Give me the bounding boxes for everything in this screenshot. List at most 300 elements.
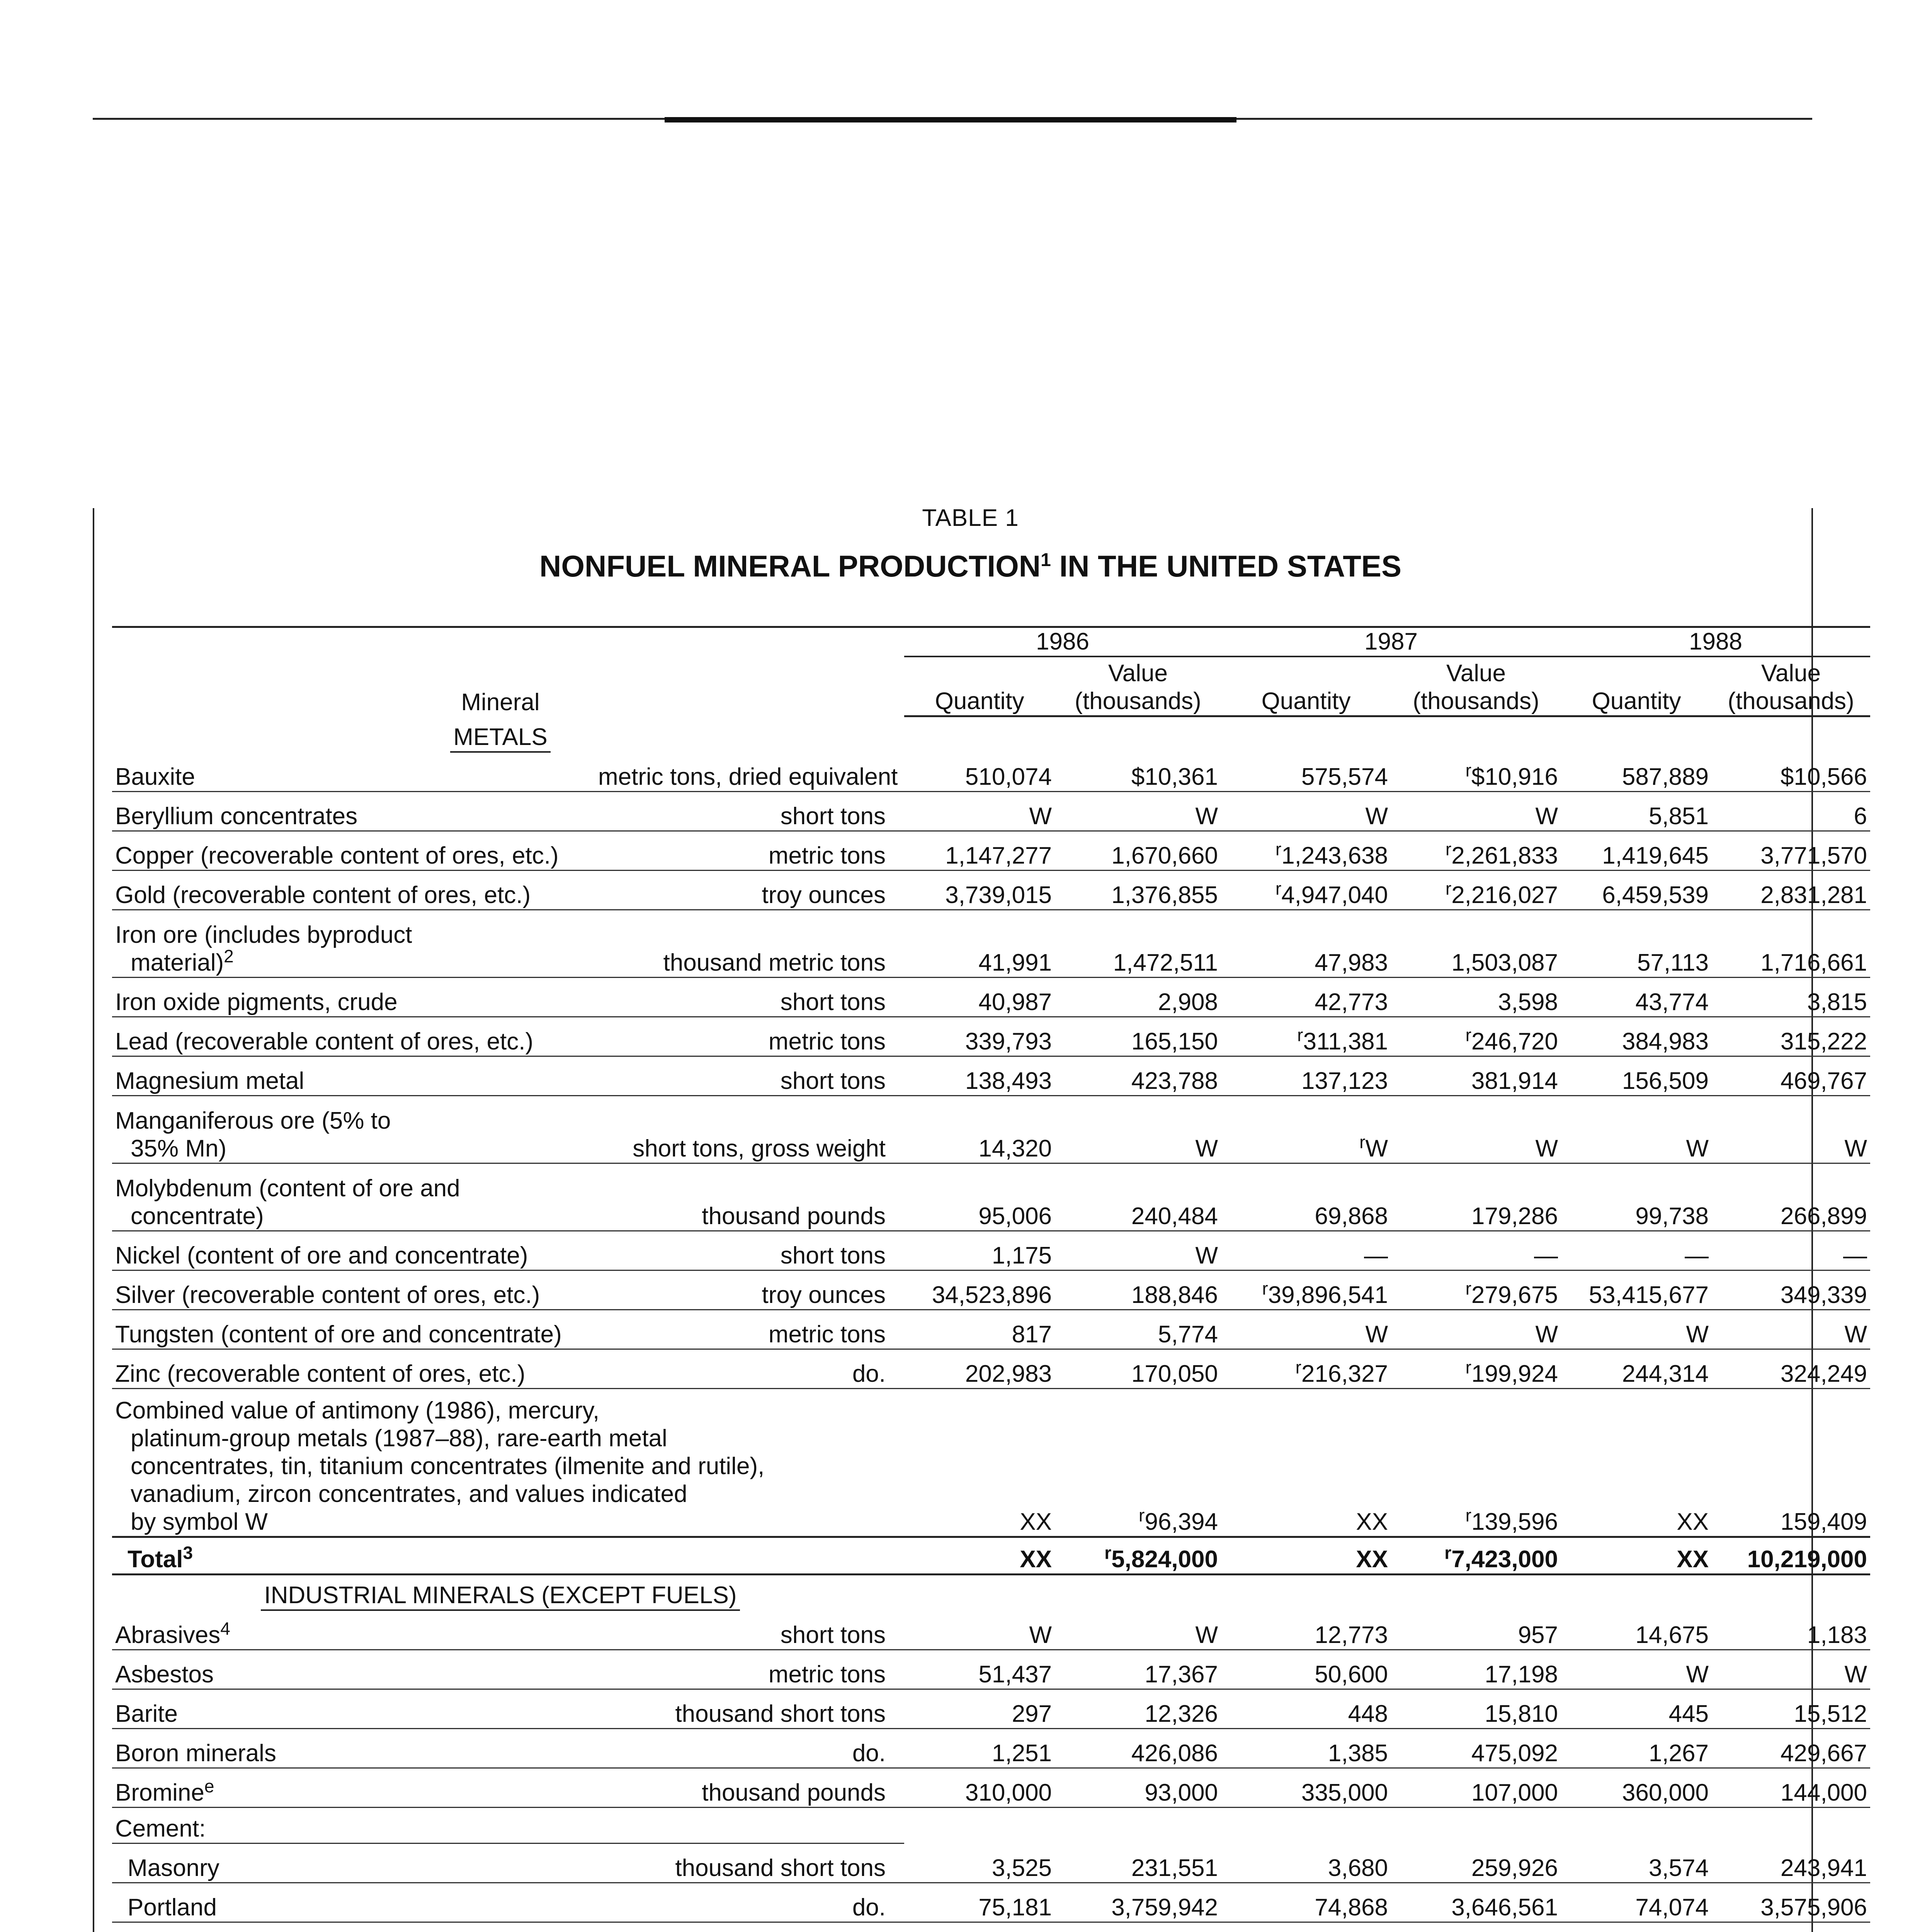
empty-cell <box>904 1808 1870 1844</box>
value-text: 475,092 <box>1471 1740 1558 1767</box>
value-text: 34,523,896 <box>932 1282 1052 1309</box>
value-text: XX <box>1356 1546 1388 1573</box>
value-text: 315,222 <box>1780 1028 1867 1055</box>
value-cell <box>1391 753 1561 792</box>
value-header: Value (thousands) <box>1712 656 1870 716</box>
value-text: 246,720 <box>1471 1028 1558 1055</box>
value-text: 1,175 <box>992 1242 1052 1269</box>
value-text: 138,493 <box>965 1068 1052 1095</box>
quantity-header: Quantity <box>1561 656 1712 716</box>
value-cell <box>1221 1349 1391 1389</box>
mineral-name-text: Lead (recoverable content of ores, etc.) <box>115 1028 534 1055</box>
value-text: 3,525 <box>992 1855 1052 1882</box>
value-cell <box>1391 1883 1561 1922</box>
spacer-cell <box>889 1231 904 1270</box>
value-cell <box>1055 1650 1221 1689</box>
mineral-name-line2: concentrate) <box>131 1203 264 1230</box>
value-text: 3,574 <box>1648 1855 1709 1882</box>
mineral-name-text: Silver (recoverable content of ores, etc.) <box>115 1282 540 1309</box>
unit-cell: do. <box>595 1729 889 1768</box>
revised-mark: r <box>1104 1543 1112 1563</box>
value-cell <box>1712 978 1870 1017</box>
value-cell <box>1391 792 1561 831</box>
value-cell <box>1561 1389 1712 1537</box>
total-label-text: Total <box>128 1546 183 1573</box>
mineral-header: Mineral <box>112 627 889 716</box>
revised-mark: r <box>1465 1357 1471 1378</box>
value-cell <box>1561 1310 1712 1349</box>
value-text: 3,739,015 <box>945 882 1052 909</box>
value-cell <box>1391 1768 1561 1808</box>
table-row <box>112 910 1870 978</box>
combined-line: by symbol W <box>131 1509 268 1536</box>
value-text: 2,908 <box>1158 989 1218 1016</box>
unit-cell: short tons <box>595 1056 889 1096</box>
value-cell <box>1221 1689 1391 1729</box>
value-cell <box>904 1310 1055 1349</box>
value-text: $10,916 <box>1471 764 1558 791</box>
table-row <box>112 1056 1870 1096</box>
mineral-name-text: Abrasives <box>115 1622 221 1649</box>
spacer-cell <box>889 831 904 871</box>
value-text: XX <box>1677 1546 1709 1573</box>
year-1986: 1986 <box>904 627 1221 657</box>
value-text: 156,509 <box>1622 1068 1709 1095</box>
table-row <box>112 792 1870 831</box>
table-row <box>112 1611 1870 1650</box>
mineral-name <box>112 1922 595 1932</box>
value-text: 50,600 <box>1315 1661 1388 1688</box>
value-text: W <box>1365 1321 1388 1348</box>
value-cell <box>904 1768 1055 1808</box>
value-text: 139,596 <box>1471 1509 1558 1536</box>
mineral-name-text: Portland <box>128 1894 217 1921</box>
mineral-name <box>112 1231 595 1270</box>
value-cell <box>1221 1096 1391 1163</box>
value-cell <box>1221 1883 1391 1922</box>
value-cell <box>1221 1310 1391 1349</box>
value-text: W <box>1365 803 1388 830</box>
mineral-name-text: Asbestos <box>115 1661 214 1688</box>
value-cell <box>1391 1017 1561 1056</box>
value-text: W <box>1195 1135 1218 1162</box>
value-text: 3,815 <box>1807 989 1867 1016</box>
value-cell <box>1712 1537 1870 1575</box>
value-text: 240,484 <box>1131 1203 1218 1230</box>
value-cell <box>1712 1729 1870 1768</box>
value-cell <box>1055 831 1221 871</box>
value-cell <box>1712 1883 1870 1922</box>
mineral-name <box>112 1844 595 1883</box>
unit-cell: short tons, gross weight <box>595 1096 889 1163</box>
value-text: 43,774 <box>1635 989 1709 1016</box>
quantity-header: Quantity <box>1221 656 1391 716</box>
value-text: 4,947,040 <box>1281 882 1388 909</box>
revised-mark: r <box>1465 1505 1471 1526</box>
value-text: 1,376,855 <box>1111 882 1218 909</box>
unit-cell: thousand metric tons <box>595 910 889 978</box>
value-text: 188,846 <box>1131 1282 1218 1309</box>
value-cell <box>1391 1310 1561 1349</box>
value-cell <box>904 1883 1055 1922</box>
footnote-mark: 4 <box>220 1618 230 1639</box>
cement-label: Cement: <box>112 1808 889 1844</box>
combined-line: Combined value of antimony (1986), mercury, <box>115 1397 600 1424</box>
value-text: 335,000 <box>1301 1779 1388 1806</box>
value-text: 47,983 <box>1315 949 1388 976</box>
value-text: 95,006 <box>978 1203 1052 1230</box>
value-text: 179,286 <box>1471 1203 1558 1230</box>
spacer-cell <box>889 1270 904 1310</box>
value-cell <box>1055 1349 1221 1389</box>
value-cell <box>1221 753 1391 792</box>
mineral-name <box>112 753 595 792</box>
value-cell <box>1561 1650 1712 1689</box>
value-cell <box>1055 1883 1221 1922</box>
table-row <box>112 1231 1870 1270</box>
mineral-name-text: Magnesium metal <box>115 1068 304 1095</box>
revised-mark: r <box>1445 839 1452 859</box>
value-text: 74,868 <box>1315 1894 1388 1921</box>
revised-mark: r <box>1465 1278 1471 1299</box>
table-title <box>0 549 1932 584</box>
value-text: 279,675 <box>1471 1282 1558 1309</box>
value-text: W <box>1844 1135 1867 1162</box>
value-text: 17,367 <box>1145 1661 1218 1688</box>
value-cell <box>904 1844 1055 1883</box>
unit-cell: metric tons <box>595 1017 889 1056</box>
value-text: 957 <box>1518 1622 1558 1649</box>
value-cell <box>1055 1689 1221 1729</box>
value-text: 1,147,277 <box>945 842 1052 869</box>
value-text: 1,503,087 <box>1451 949 1558 976</box>
value-text: 216,327 <box>1301 1361 1388 1388</box>
value-text: 3,598 <box>1498 989 1558 1016</box>
value-text: 75,181 <box>978 1894 1052 1921</box>
mineral-name-text: Copper (recoverable content of ores, etc.) <box>115 842 559 869</box>
table-row <box>112 1096 1870 1163</box>
value-cell <box>1221 871 1391 910</box>
revised-mark: r <box>1295 1357 1301 1378</box>
unit-cell: thousand short tons <box>595 1689 889 1729</box>
value-text: 448 <box>1348 1701 1388 1728</box>
title-suffix: IN THE UNITED STATES <box>1051 549 1401 583</box>
value-cell <box>1055 910 1221 978</box>
spacer-cell <box>889 1808 904 1844</box>
value-text: XX <box>1356 1509 1388 1536</box>
value-cell <box>904 831 1055 871</box>
value-text: 1,183 <box>1807 1622 1867 1649</box>
mineral-name <box>112 792 595 831</box>
value-cell <box>1561 910 1712 978</box>
value-cell <box>1561 831 1712 871</box>
mineral-name-text: Boron minerals <box>115 1740 276 1767</box>
value-text: W <box>1195 803 1218 830</box>
spacer-cell <box>889 1349 904 1389</box>
value-cell <box>1055 753 1221 792</box>
value-text: 324,249 <box>1780 1361 1867 1388</box>
value-text: 1,385 <box>1328 1740 1388 1767</box>
value-cell <box>904 1729 1055 1768</box>
table-row <box>112 1922 1870 1932</box>
value-text: 469,767 <box>1780 1068 1867 1095</box>
value-cell <box>1221 1768 1391 1808</box>
value-text: 14,675 <box>1635 1622 1709 1649</box>
mineral-name <box>112 1096 595 1163</box>
total-label <box>112 1537 889 1575</box>
mineral-name-text: Barite <box>115 1701 178 1728</box>
spacer-cell <box>889 1729 904 1768</box>
value-text: 165,150 <box>1131 1028 1218 1055</box>
table-row <box>112 1650 1870 1689</box>
unit-cell: short tons <box>595 1611 889 1650</box>
value-cell <box>1221 1270 1391 1310</box>
value-text: 170,050 <box>1131 1361 1218 1388</box>
value-cell <box>1391 1922 1561 1932</box>
spacer-cell <box>889 978 904 1017</box>
spacer-cell <box>889 1389 904 1537</box>
value-text: 202,983 <box>965 1361 1052 1388</box>
combined-line: concentrates, tin, titanium concentrates (ilmenite and rutile), <box>131 1453 765 1480</box>
value-cell <box>1055 1922 1221 1932</box>
value-text: 6 <box>1854 803 1867 830</box>
spacer-cell <box>889 716 904 753</box>
value-cell <box>904 1389 1055 1537</box>
value-cell <box>904 753 1055 792</box>
value-cell <box>1391 1729 1561 1768</box>
value-text: 3,759,942 <box>1111 1894 1218 1921</box>
mineral-name <box>112 1163 595 1231</box>
value-cell <box>1391 831 1561 871</box>
value-text: 3,575,906 <box>1760 1894 1867 1921</box>
mineral-name <box>112 1768 595 1808</box>
spacer-cell <box>889 1611 904 1650</box>
mineral-name-text: Bauxite <box>115 764 195 791</box>
value-text: $10,566 <box>1780 764 1867 791</box>
value-cell <box>904 1349 1055 1389</box>
value-cell <box>1561 753 1712 792</box>
value-text: W <box>1535 1321 1558 1348</box>
value-cell <box>1561 1611 1712 1650</box>
value-cell <box>1221 1650 1391 1689</box>
mineral-name-text: Zinc (recoverable content of ores, etc.) <box>115 1361 526 1388</box>
value-cell <box>1712 1650 1870 1689</box>
value-text: — <box>1843 1242 1867 1269</box>
combined-value-label <box>112 1389 889 1537</box>
value-text: 53,415,677 <box>1588 1282 1709 1309</box>
value-text: XX <box>1677 1509 1709 1536</box>
value-cell <box>1391 1650 1561 1689</box>
quantity-header: Quantity <box>904 656 1055 716</box>
value-cell <box>1221 1231 1391 1270</box>
value-cell <box>904 871 1055 910</box>
value-cell <box>904 1650 1055 1689</box>
value-cell <box>1712 1922 1870 1932</box>
revised-mark: r <box>1139 1505 1145 1526</box>
value-cell <box>904 1537 1055 1575</box>
value-text: 384,983 <box>1622 1028 1709 1055</box>
value-cell <box>1055 871 1221 910</box>
value-text: 51,437 <box>978 1661 1052 1688</box>
mineral-name <box>112 1310 595 1349</box>
value-cell <box>1561 1689 1712 1729</box>
value-text: 575,574 <box>1301 764 1388 791</box>
value-text: 137,123 <box>1301 1068 1388 1095</box>
value-cell <box>1221 910 1391 978</box>
value-cell <box>904 1611 1055 1650</box>
value-header: Value (thousands) <box>1055 656 1221 716</box>
section-heading-row <box>112 1575 1870 1611</box>
value-text: W <box>1195 1242 1218 1269</box>
value-text: 3,680 <box>1328 1855 1388 1882</box>
value-cell <box>1391 1537 1561 1575</box>
value-text: 159,409 <box>1780 1509 1867 1536</box>
value-text: XX <box>1020 1509 1052 1536</box>
spacer-cell <box>889 910 904 978</box>
value-text: W <box>1686 1135 1709 1162</box>
combined-line: platinum-group metals (1987–88), rare-earth metal <box>131 1425 667 1452</box>
value-cell <box>1712 1389 1870 1537</box>
mineral-name <box>112 1883 595 1922</box>
year-1988: 1988 <box>1561 627 1870 657</box>
value-text: 2,216,027 <box>1451 882 1558 909</box>
value-cell <box>1712 1270 1870 1310</box>
spacer-cell <box>889 1689 904 1729</box>
value-cell <box>1221 1922 1391 1932</box>
spacer-cell <box>889 1537 904 1575</box>
value-cell <box>1561 1017 1712 1056</box>
value-text: — <box>1364 1242 1388 1269</box>
year-1987: 1987 <box>1221 627 1561 657</box>
table-row <box>112 871 1870 910</box>
value-text: 349,339 <box>1780 1282 1867 1309</box>
unit-cell: metric tons, dried equivalent <box>595 753 889 792</box>
mineral-name <box>112 831 595 871</box>
value-text: 42,773 <box>1315 989 1388 1016</box>
unit-cell: thousand pounds <box>595 1768 889 1808</box>
unit-cell: metric tons <box>595 831 889 871</box>
value-text: 17,198 <box>1485 1661 1558 1688</box>
table-row <box>112 1768 1870 1808</box>
left-margin-rule <box>93 508 94 1932</box>
table-body <box>112 716 1870 1932</box>
value-text: 69,868 <box>1315 1203 1388 1230</box>
revised-mark: r <box>1275 839 1282 859</box>
value-cell <box>1391 978 1561 1017</box>
spacer-cell <box>889 1883 904 1922</box>
unit-cell: thousand short tons <box>595 1844 889 1883</box>
value-cell <box>1712 1017 1870 1056</box>
table-row <box>112 1270 1870 1310</box>
value-text: W <box>1029 803 1052 830</box>
value-cell <box>1391 1163 1561 1231</box>
value-cell <box>1221 1389 1391 1537</box>
revised-mark: r <box>1262 1278 1268 1299</box>
mineral-name-text: Iron oxide pigments, crude <box>115 989 398 1016</box>
value-cell <box>1561 1922 1712 1932</box>
value-text: 297 <box>1012 1701 1052 1728</box>
value-cell <box>1055 1270 1221 1310</box>
value-text: W <box>1535 803 1558 830</box>
cement-label-row <box>112 1808 1870 1844</box>
mineral-name <box>112 1017 595 1056</box>
value-cell <box>1712 1349 1870 1389</box>
value-header: Value (thousands) <box>1391 656 1561 716</box>
value-text: 259,926 <box>1471 1855 1558 1882</box>
table-label: TABLE 1 <box>922 505 1019 531</box>
value-text: 360,000 <box>1622 1779 1709 1806</box>
title-footnote-mark: 1 <box>1041 550 1051 570</box>
value-text: 99,738 <box>1635 1203 1709 1230</box>
table-row <box>112 1349 1870 1389</box>
value-cell <box>1221 1017 1391 1056</box>
mineral-name <box>112 1650 595 1689</box>
value-text: 426,086 <box>1131 1740 1218 1767</box>
mineral-name-text: Manganiferous ore (5% to <box>115 1107 391 1134</box>
value-cell <box>1221 1537 1391 1575</box>
table-row <box>112 1729 1870 1768</box>
spacer-cell <box>889 1650 904 1689</box>
value-text: 2,831,281 <box>1760 882 1867 909</box>
spacer-cell <box>889 1575 904 1611</box>
total-row <box>112 1537 1870 1575</box>
value-text: 12,326 <box>1145 1701 1218 1728</box>
value-cell <box>904 1689 1055 1729</box>
value-text: 339,793 <box>965 1028 1052 1055</box>
value-cell <box>1561 1883 1712 1922</box>
value-text: 2,261,833 <box>1451 842 1558 869</box>
value-cell <box>1712 831 1870 871</box>
value-text: 39,896,541 <box>1268 1282 1388 1309</box>
value-cell <box>1561 1231 1712 1270</box>
unit-cell: short tons <box>595 792 889 831</box>
value-text: 6,459,539 <box>1602 882 1709 909</box>
value-cell <box>1055 1611 1221 1650</box>
value-cell <box>1712 1768 1870 1808</box>
value-text: 587,889 <box>1622 764 1709 791</box>
value-cell <box>1561 1270 1712 1310</box>
value-text: W <box>1535 1135 1558 1162</box>
value-text: 381,914 <box>1471 1068 1558 1095</box>
value-text: 1,716,661 <box>1760 949 1867 976</box>
value-cell <box>1561 978 1712 1017</box>
spacer-cell <box>889 1163 904 1231</box>
table-row <box>112 1689 1870 1729</box>
value-text: — <box>1534 1242 1558 1269</box>
unit-cell: metric tons <box>595 1310 889 1349</box>
mineral-name <box>112 1689 595 1729</box>
value-text: 144,000 <box>1780 1779 1867 1806</box>
spacer-cell <box>889 871 904 910</box>
unit-cell: do. <box>595 1883 889 1922</box>
value-text: 310,000 <box>965 1779 1052 1806</box>
revised-mark: r <box>1297 1025 1303 1045</box>
value-cell <box>1561 1729 1712 1768</box>
value-cell <box>1712 871 1870 910</box>
value-cell <box>1055 978 1221 1017</box>
value-text: 40,987 <box>978 989 1052 1016</box>
value-text: W <box>1686 1661 1709 1688</box>
empty-cell <box>904 1575 1870 1611</box>
value-cell <box>1055 1096 1221 1163</box>
mineral-name-text: Gold (recoverable content of ores, etc.) <box>115 882 531 909</box>
value-cell <box>1391 1270 1561 1310</box>
mineral-name-text: Tungsten (content of ore and concentrate) <box>115 1321 562 1348</box>
value-cell <box>1712 910 1870 978</box>
value-cell <box>1391 910 1561 978</box>
value-cell <box>904 1096 1055 1163</box>
unit-cell: do. <box>595 1349 889 1389</box>
